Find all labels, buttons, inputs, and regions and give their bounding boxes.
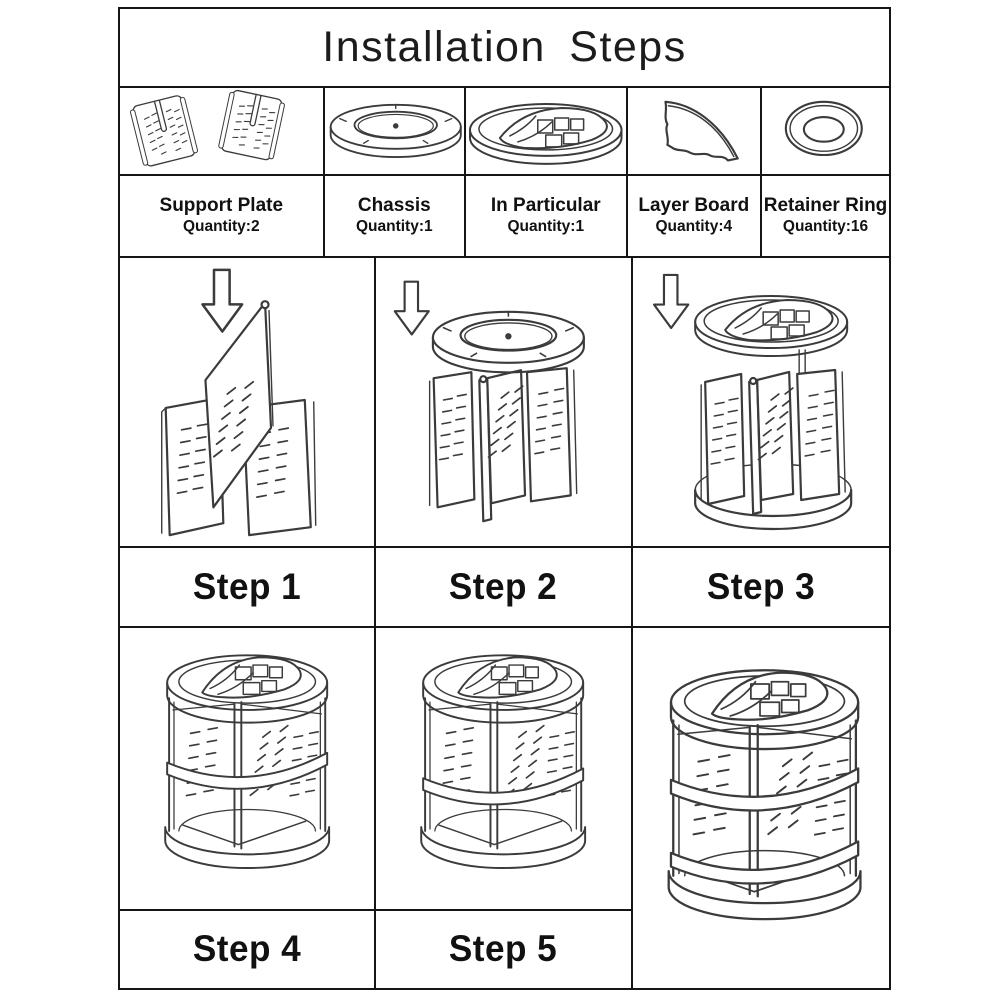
insert-arrow-icon: [654, 275, 688, 328]
step-2-illustration: [376, 258, 632, 546]
final-assembly-illustration: [633, 628, 889, 988]
step-5-drawing: [376, 628, 630, 909]
step-5-illustration: [376, 628, 632, 911]
layer-board-icon: [628, 88, 761, 174]
step-2-drawing: [376, 258, 630, 546]
part-cell-retainer-ring: [762, 88, 889, 174]
part-label-in-particular: [466, 176, 627, 256]
part-cell-chassis: [325, 88, 466, 174]
step-1-drawing: [120, 258, 374, 546]
step-4-drawing: [120, 628, 374, 909]
steps-1-3-row: [120, 258, 889, 548]
part-quantity: Quantity:2: [182, 218, 260, 236]
part-quantity: Quantity:1: [507, 218, 585, 236]
steps-4-5-section: [120, 628, 889, 988]
part-label-layer-board: [628, 176, 763, 256]
step-2-label: Step 2: [449, 565, 558, 607]
parts-labels-row: [120, 176, 889, 258]
chassis-icon: [325, 88, 464, 174]
parts-icons-row: [120, 88, 889, 176]
step-3-drawing: [633, 258, 889, 546]
part-name: Retainer Ring: [763, 194, 888, 216]
step-5-label-cell: [376, 911, 632, 988]
part-name: Chassis: [357, 194, 431, 216]
part-cell-support-plate: [120, 88, 325, 174]
step-1-label: Step 1: [192, 565, 302, 607]
step-5-label: Step 5: [449, 928, 558, 970]
part-cell-in-particular: [466, 88, 627, 174]
part-label-chassis: [325, 176, 466, 256]
step-4-illustration: [120, 628, 376, 911]
part-label-support-plate: [120, 176, 325, 256]
title-row: [120, 9, 889, 88]
step-4-label: Step 4: [192, 928, 302, 970]
retainer-ring-icon: [762, 88, 889, 174]
final-assembly-drawing: [633, 628, 889, 988]
step-3-label: Step 3: [706, 565, 815, 607]
instruction-table: [118, 7, 891, 990]
part-quantity: Quantity:4: [655, 218, 733, 236]
part-quantity: Quantity:16: [782, 218, 869, 236]
step-1-illustration: [120, 258, 376, 546]
steps-1-3-labels: [120, 548, 889, 628]
part-name: Layer Board: [638, 194, 750, 216]
step-2-label-cell: [376, 548, 632, 626]
part-name: Support Plate: [159, 194, 284, 216]
part-name: In Particular: [490, 194, 601, 216]
part-quantity: Quantity:1: [355, 218, 433, 236]
part-label-retainer-ring: [762, 176, 889, 256]
step-1-label-cell: [120, 548, 376, 626]
support-plate-icon: [120, 88, 323, 174]
step-3-illustration: [633, 258, 889, 546]
turntable-top-icon: [466, 88, 625, 174]
step-3-label-cell: [633, 548, 889, 626]
insert-arrow-icon: [203, 270, 243, 332]
step-4-label-cell: [120, 911, 376, 988]
part-cell-layer-board: [628, 88, 763, 174]
page-title: Installation Steps: [322, 22, 687, 71]
insert-arrow-icon: [395, 281, 429, 334]
